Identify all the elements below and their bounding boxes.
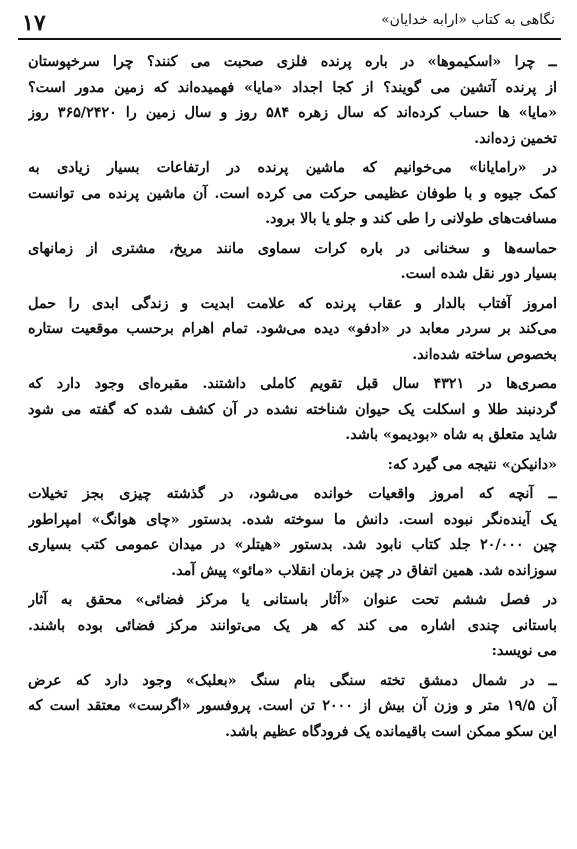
text-line: شاید متعلق به شاه «بوديمو» باشد. — [345, 427, 557, 443]
text-line: آن ۱۹/۵ متر و وزن آن بیش از ۲۰۰۰ تن است. پروفسور «اگرست» معتقد است که — [28, 698, 557, 714]
text-line: مصری‌ها در ۴۳۲۱ سال قبل تقویم کاملی داشتند. مقبره‌ای وجود دارد که — [28, 376, 557, 392]
text-line: چین ۲۰/۰۰۰ جلد کتاب نابود شد. بدستور «هیتلر» در میدان عمومی کتب بسیاری — [28, 537, 557, 553]
text-line: بسیار دور نقل شده است. — [400, 266, 557, 282]
text-line: این سکو ممکن است باقیمانده یک فرودگاه عظیم باشد. — [225, 723, 557, 740]
text-line: کمک جیوه و با طوفان عظیمی حرکت می کرده است. آن ماشین پرنده می توانست — [28, 185, 557, 202]
text-line: در فصل ششم تحت عنوان «آثار باستانی یا مرکز فضائی» محقق به آثار — [28, 592, 557, 608]
header-divider — [18, 38, 561, 40]
text-line: می‌کند بر سردر معابد در «ادفو» دیده می‌شود. تمام اهرام برحسب موقعیت ستاره — [28, 321, 557, 337]
paragraph — [28, 156, 557, 233]
paragraph — [28, 292, 557, 369]
paragraph — [28, 453, 557, 479]
text-line: یک آینده‌نگر نبوده است. دانش ما سوخته شده. بدستور «چای هوانگ» امپراطور — [28, 511, 557, 528]
paragraph — [28, 482, 557, 584]
running-header-title: نگاهی به کتاب «ارابه خدایان» — [381, 12, 555, 28]
text-line: «دانیکن» نتیجه می گیرد که: — [387, 456, 557, 473]
text-line: ــ چرا «اسکیموها» در باره پرنده فلزی صحبت می کنند؟ چرا سرخپوستان — [28, 54, 557, 70]
text-line: ــ آنچه که امروز واقعیات خوانده می‌شود، در گذشته چیزی بجز تخیلات — [28, 486, 557, 502]
text-line: امروز آفتاب بالدار و عقاب پرنده که علامت ابدیت و زندگی ابدی را حمل — [28, 295, 557, 312]
text-line: بخصوص ساخته شده‌اند. — [412, 346, 557, 363]
paragraph — [28, 588, 557, 665]
paragraph — [28, 372, 557, 449]
text-line: ــ در شمال دمشق تخته سنگی بنام سنگ «بعلبک» وجود دارد که عرض — [28, 672, 557, 689]
text-line: مسافت‌های طولانی را طی کند و جلو یا بالا برود. — [265, 211, 557, 227]
text-line: حماسه‌ها و سخنانی در باره کرات سماوی مانند مریخ، مشتری از زمانهای — [28, 240, 557, 257]
text-line: از پرنده آتشین می گویند؟ از کجا اجداد «مایا» فهمیده‌اند که زمین مدور است؟ — [28, 79, 557, 96]
text-line: می نویسد: — [491, 643, 557, 659]
body-text — [28, 50, 557, 840]
text-line: «مایا» ها حساب کرده‌اند که سال زهره ۵۸۴ روز و سال زمین را ۳۶۵/۲۴۲۰ روز — [28, 105, 557, 121]
text-line: تخمین زده‌اند. — [474, 130, 557, 147]
page-number: ١٧ — [22, 10, 46, 36]
paragraph — [28, 237, 557, 288]
text-line: در «رامایانا» می‌خوانیم که ماشین پرنده در ارتفاعات بسیار زیادی به — [28, 160, 557, 176]
text-line: باستانی چندی اشاره می کند که هر یک می‌توانند مرکز فضائی بوده باشند. — [28, 617, 557, 634]
paragraph-gap — [28, 745, 557, 749]
text-line: سوزانده شد. همین اتفاق در چین بزمان انقلاب «مائو» پیش آمد. — [171, 562, 557, 579]
paragraph — [28, 50, 557, 152]
paragraph — [28, 669, 557, 746]
text-line: گردنبند طلا و اسکلت یک حیوان شناخته نشده در آن کشف شده که گفته می شود — [28, 401, 557, 418]
